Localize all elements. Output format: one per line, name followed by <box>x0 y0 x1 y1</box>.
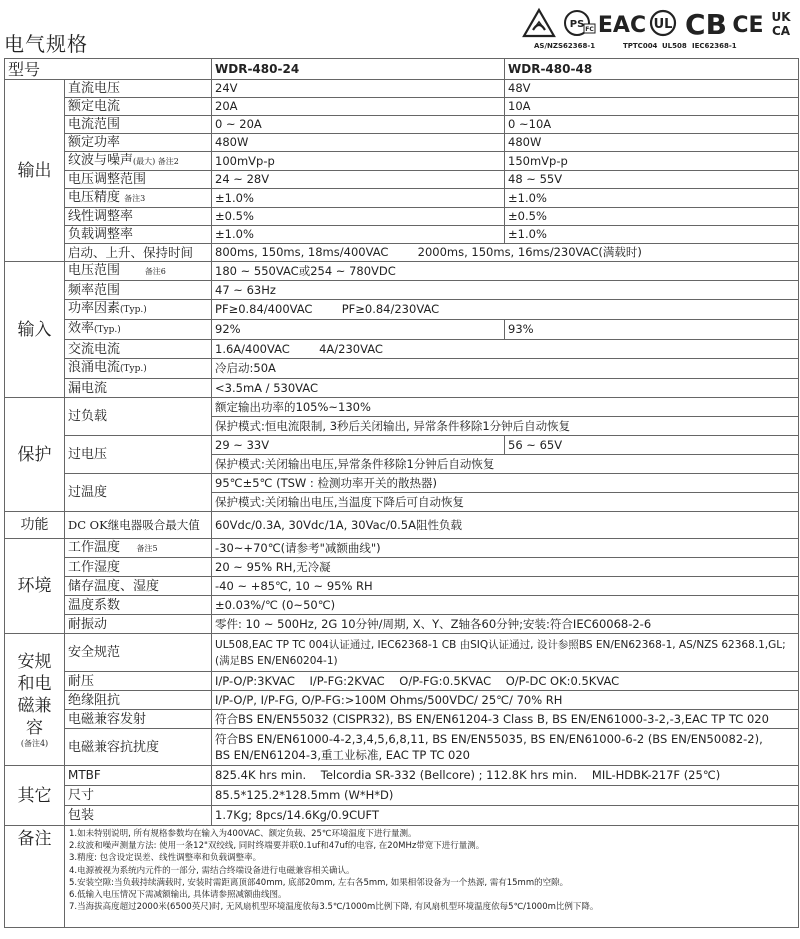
spec-value: <3.5mA / 530VAC <box>212 379 799 398</box>
spec-label: 额定电流 <box>65 98 212 116</box>
input-group-label: 输入 <box>5 262 65 398</box>
spec-label-note: 备注3 <box>124 194 146 203</box>
spec-value: 零件: 10 ~ 500Hz, 2G 10分钟/周期, X、Y、Z轴各60分钟;安装:符合IEC60068-2-6 <box>212 615 799 634</box>
spec-value: 保护模式:关闭输出电压,当温度下降后可自动恢复 <box>212 493 799 512</box>
spec-label <box>65 320 212 340</box>
spec-label-note: (Typ.) <box>120 305 147 315</box>
spec-label-note: 备注5 <box>136 544 158 553</box>
spec-label: 安全规范 <box>65 634 212 672</box>
ukca-icon <box>768 8 794 38</box>
note-item: 3.精度: 包含设定误差、线性调整率和负载调整率。 <box>69 853 262 864</box>
note-item: 4.电源被视为系统内元件的一部分, 需结合终端设备进行电磁兼容相关确认。 <box>69 865 355 876</box>
certification-marks <box>504 6 794 56</box>
spec-value: 100mVp-p <box>212 152 505 171</box>
spec-label-text: 功率因素 <box>68 301 121 316</box>
spec-label: 电压调整范围 <box>65 171 212 189</box>
spec-value: 480W <box>505 134 799 152</box>
spec-label: MTBF <box>65 766 212 786</box>
spec-value: 1.6A/400VAC 4A/230VAC <box>212 340 799 359</box>
spec-value: 0 ~ 20A <box>212 116 505 134</box>
spec-value <box>212 729 799 766</box>
note-item: 6.低输入电压情况下需减额输出, 具体请参照减额曲线图。 <box>69 890 287 901</box>
spec-label: 交流电流 <box>65 340 212 359</box>
spec-label: 直流电压 <box>65 80 212 98</box>
note-item: 5.安装空隙:当负载持续满载时, 安装时需距离顶部40mm, 底部20mm, 左右各5mm, 如果相邻设备为一个热源, 需有15mm的空隙。 <box>69 877 569 888</box>
spec-label: 启动、上升、保持时间 <box>65 244 212 262</box>
spec-label: 线性调整率 <box>65 208 212 226</box>
spec-label-text: 工作温度 <box>68 540 121 555</box>
rcm-icon <box>522 8 556 38</box>
spec-label: 频率范围 <box>65 281 212 300</box>
spec-value: -40 ~ +85℃, 10 ~ 95% RH <box>212 577 799 596</box>
spec-value <box>212 634 799 672</box>
cert-caption: AS/NZS62368-1 <box>534 42 596 50</box>
spec-value: 825.4K hrs min. Telcordia SR-332 (Bellcore) ; 112.8K hrs min. MIL-HDBK-217F (25℃) <box>212 766 799 786</box>
spec-value: ±1.0% <box>505 226 799 244</box>
spec-value: 0 ~10A <box>505 116 799 134</box>
spec-value: ±1.0% <box>212 226 505 244</box>
spec-label: 负载调整率 <box>65 226 212 244</box>
output-group-label: 输出 <box>5 80 65 262</box>
svg-text:CE: CE <box>732 13 764 38</box>
spec-value: 额定输出功率的105%~130% <box>212 398 799 417</box>
ul-icon <box>648 8 678 38</box>
spec-label <box>65 359 212 379</box>
spec-label-note: 备注6 <box>144 267 166 276</box>
spec-label: 过温度 <box>65 474 212 512</box>
spec-label <box>65 152 212 171</box>
note-item: 1.如未特别说明, 所有规格参数均在输入为400VAC、额定负载、25℃环境温度下进行量测。 <box>69 829 417 839</box>
spec-value: 48V <box>505 80 799 98</box>
spec-label: 工作湿度 <box>65 558 212 577</box>
protection-group-label: 保护 <box>5 398 65 512</box>
spec-value: 20 ~ 95% RH,无冷凝 <box>212 558 799 577</box>
spec-label-text: 纹波与噪声 <box>68 153 134 168</box>
spec-label: 储存温度、湿度 <box>65 577 212 596</box>
spec-value: I/P-O/P, I/P-FG, O/P-FG:>100M Ohms/500VDC/ 25℃/ 70% RH <box>212 691 799 710</box>
spec-label-note: (Typ.) <box>120 364 147 374</box>
spec-value: 29 ~ 33V <box>212 436 505 455</box>
spec-value: 92% <box>212 320 505 340</box>
spec-value-line: UL508,EAC TP TC 004认证通过, IEC62368-1 CB 由SIQ认证通过, 设计参照BS EN/EN62368-1, AS/NZS 62368.1,GL; <box>215 638 786 651</box>
cert-caption: UL508 <box>662 42 687 50</box>
spec-value: ±1.0% <box>212 189 505 208</box>
spec-value: 60Vdc/0.3A, 30Vdc/1A, 30Vac/0.5A阻性负载 <box>212 512 799 539</box>
spec-value: 47 ~ 63Hz <box>212 281 799 300</box>
notes-group-label: 备注 <box>5 826 65 928</box>
spec-value: 180 ~ 550VAC或254 ~ 780VDC <box>212 262 799 281</box>
environment-group-label: 环境 <box>5 539 65 634</box>
spec-label: 额定功率 <box>65 134 212 152</box>
spec-label: 漏电流 <box>65 379 212 398</box>
safety-emc-group-label <box>5 634 65 766</box>
spec-value: 24V <box>212 80 505 98</box>
spec-value: ±0.5% <box>212 208 505 226</box>
svg-text:FC: FC <box>585 26 594 33</box>
spec-value: 56 ~ 65V <box>505 436 799 455</box>
safety-emc-group-note: (备注4) <box>20 738 49 748</box>
spec-value: 20A <box>212 98 505 116</box>
spec-value: 冷启动:50A <box>212 359 799 379</box>
others-group-label: 其它 <box>5 766 65 826</box>
spec-value: 150mVp-p <box>505 152 799 171</box>
spec-value: 93% <box>505 320 799 340</box>
spec-label: 绝缘阻抗 <box>65 691 212 710</box>
spec-label: 电磁兼容抗扰度 <box>65 729 212 766</box>
spec-label: 电流范围 <box>65 116 212 134</box>
svg-text:EAC: EAC <box>597 13 647 38</box>
psc-fc-icon <box>562 8 596 38</box>
spec-value: -30~+70℃(请参考"减额曲线") <box>212 539 799 558</box>
model-2-header: WDR-480-48 <box>505 59 799 80</box>
spec-value: 85.5*125.2*128.5mm (W*H*D) <box>212 786 799 806</box>
spec-table <box>4 58 799 928</box>
spec-label: 尺寸 <box>65 786 212 806</box>
svg-text:PS: PS <box>569 19 585 30</box>
spec-value: 24 ~ 28V <box>212 171 505 189</box>
spec-label <box>65 539 212 558</box>
cert-caption: TPTC004 <box>623 42 658 50</box>
model-header-label: 型号 <box>5 59 212 80</box>
svg-text:UL: UL <box>653 17 673 32</box>
spec-label: 耐振动 <box>65 615 212 634</box>
spec-value: 48 ~ 55V <box>505 171 799 189</box>
spec-label: 包装 <box>65 806 212 826</box>
spec-label: 过电压 <box>65 436 212 474</box>
spec-value: 95℃±5℃ (TSW : 检测功率开关的散热器) <box>212 474 799 493</box>
eac-icon <box>597 8 647 38</box>
model-1-header: WDR-480-24 <box>212 59 505 80</box>
spec-value-line: BS EN/EN61204-3,重工业标准, EAC TP TC 020 <box>215 748 471 762</box>
svg-text:UK: UK <box>771 10 791 24</box>
spec-value: 符合BS EN/EN55032 (CISPR32), BS EN/EN61204-3 Class B, BS EN/EN61000-3-2,-3,EAC TP TC 020 <box>212 710 799 729</box>
ce-icon <box>734 8 762 38</box>
spec-value: 保护模式:恒电流限制, 3秒后关闭输出, 异常条件移除1分钟后自动恢复 <box>212 417 799 436</box>
spec-value: 480W <box>212 134 505 152</box>
note-item: 7.当海拔高度超过2000米(6500英尺)时, 无风扇机型环境温度依每3.5℃/1000m比例下降, 有风扇机型环境温度依每5℃/1000m比例下降。 <box>69 902 599 913</box>
spec-value: 800ms, 150ms, 18ms/400VAC 2000ms, 150ms, 16ms/230VAC(满载时) <box>212 244 799 262</box>
svg-text:CB: CB <box>685 8 727 41</box>
spec-label <box>65 300 212 320</box>
spec-label-text: 效率 <box>68 321 95 336</box>
notes-list <box>65 826 799 928</box>
spec-label: 电磁兼容发射 <box>65 710 212 729</box>
spec-label: DC OK继电器吸合最大值 <box>65 512 212 539</box>
spec-value: 保护模式:关闭输出电压,异常条件移除1分钟后自动恢复 <box>212 455 799 474</box>
svg-text:CA: CA <box>771 24 791 38</box>
spec-value: 1.7Kg; 8pcs/14.6Kg/0.9CUFT <box>212 806 799 826</box>
spec-value: ±1.0% <box>505 189 799 208</box>
spec-label-text: 电压精度 <box>68 190 121 205</box>
spec-label: 耐压 <box>65 672 212 691</box>
spec-label-note: (Typ.) <box>94 325 121 335</box>
spec-label-text: 浪涌电流 <box>68 360 121 375</box>
spec-value: ±0.5% <box>505 208 799 226</box>
spec-value: PF≥0.84/400VAC PF≥0.84/230VAC <box>212 300 799 320</box>
spec-value-line: 符合BS EN/EN61000-4-2,3,4,5,6,8,11, BS EN/EN55035, BS EN/EN61000-6-2 (BS EN/EN50082-2), <box>215 732 763 746</box>
note-item: 2.纹波和噪声测量方法: 使用一条12"双绞线, 同时终端要并联0.1uf和47uf的电容, 在20MHz带宽下进行量测。 <box>69 841 485 852</box>
page-title: 电气规格 <box>4 32 88 56</box>
spec-label <box>65 189 212 208</box>
spec-value: I/P-O/P:3KVAC I/P-FG:2KVAC O/P-FG:0.5KVAC O/P-DC OK:0.5KVAC <box>212 672 799 691</box>
spec-label: 温度系数 <box>65 596 212 615</box>
spec-value: 10A <box>505 98 799 116</box>
function-group-label: 功能 <box>5 512 65 539</box>
spec-label <box>65 262 212 281</box>
cert-caption: IEC62368-1 <box>692 42 737 50</box>
spec-value-line: (满足BS EN/EN60204-1) <box>215 654 338 667</box>
spec-value: ±0.03%/℃ (0~50℃) <box>212 596 799 615</box>
cb-icon <box>684 8 728 41</box>
safety-emc-group-text: 安规和电磁兼容 <box>17 651 52 738</box>
spec-label-text: 电压范围 <box>68 263 121 278</box>
spec-label: 过负载 <box>65 398 212 436</box>
spec-label-note: (最大) 备注2 <box>133 157 179 166</box>
